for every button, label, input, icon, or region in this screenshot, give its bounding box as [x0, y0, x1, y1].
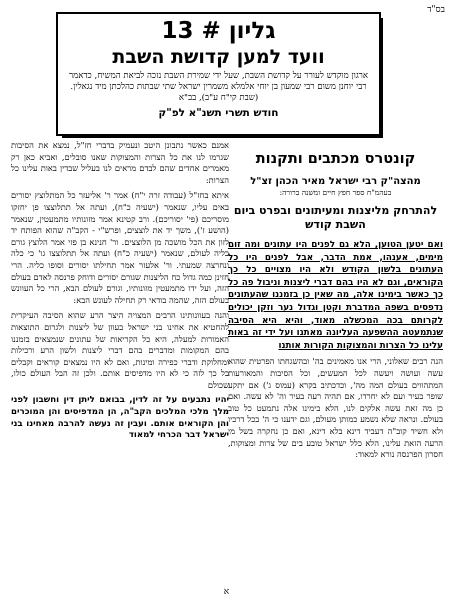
left-column: [11, 140, 229, 442]
bold-paragraph: יהיו נתבעים על זה לדין, בבואם ליתן דין וחשבון לפני מלך מלכי המלכים הקב"ה, הן המדפיסים והן המוכרים והן הקוראים אותם. ועבין זה נעשה להרבה מאחינו בני ישראל דבר הכרחי למאוד: [11, 395, 229, 441]
body-paragraph: איתא בחז"ל (עבודה זרה י"ח) אמר ר' אליעזר כל המתלוצץ יסורים באים עליו, שנאמר (ישעיה כ"ח), ועתה אל תתלוצצו פן יחזקו מוסריכם (פי' יסוריכם). ורב קטינא אמר מזונותיו מתמעטין, שנאמר (הושע ז'), משך יד את לוצצים, ופרש"י - הקב"ה שהוא הפותח יד לזון את הכל מושכה מן הלוצצים. ור' חנינא בן פזי אמר הלוצץ גורם כליה לעולם, שנאמר (ישעיה כ"ח) ועתה אל תתלוצצו גו' כי כלה ונחרצה שמעתי. ור' אלעזר אמר תחילתו יסורים וסופו כליה. הרי חזינן כמה גדול כח הליצנות שגורם יסורים ודוחק פרנסה לאדם בעולם הזה, ועל ידו מתמעטין מזונותיו, וגורם לעולם הבא, הרי כל העוונש בעולם הזה, שהמה בודאי רק תחילה לעונש הבא:: [11, 190, 229, 305]
mission-statement: ארגון מוקדש לעורר על קדושת השבת, שעל ידי שמירת השבת נזכה לביאת המשיח, כדאמר רבי יוחנן משום רבי שמעון בן יוחי אלמלא משמרין ישראל שתי שבתות כהלכתן מיד נגאלין. (שבת קי"ח ע"ב), בב"א: [68, 71, 369, 103]
section-heading: להתרחק מליצנות ומעיתונים ובפרט ביום השבת קודש: [233, 204, 438, 231]
right-column: [228, 150, 443, 461]
section-author: מהצה"ק רבי ישראל מאיר הכהן זצ"ל: [250, 176, 421, 187]
bold-paragraph: ואם יטען הטוען, הלא גם לפנים היו עתונים ומה זום מימים, אענהו, אמת הדבר, אבל לפנים היו כל העתונים בלשון הקודש ולא היו מצויים כל כך הקוראים, וגם לא היו בהם דברי ליצנות וניבול פה כל כך כאשר בימינו אלה, מה שאין כן בזמננו שהעתונים נדפסים בשפה המדברת וקטן וגדול נער וזקן יכולים לקרותם בכה המכשלה מאוד, והיא היא הסיבה שנתמעטה ההשפעה העליונה מאתנו ועל ידי זה באות עלינו כל הצרות והמצוקות הקורות אותנו: [228, 240, 443, 351]
page-number: א: [223, 587, 230, 597]
masthead-box: [56, 12, 381, 136]
body-paragraph: והנה בעוונותינו הרבים המצויה היצר הרע שהוא הסיבה העיקרית להחטיא את אחינו בני ישראל בעוון של ליצנות ולגרום התוצאות האמורות למעלה, היא כל הקריאות של עתונים שנמצאים בזמננו בהם המקומות ומדברים בהם דברי ליצנות ולשון הרע ורכילות ומחלוקת ודברי כפירה ומינות, ואם לא היו נמצאים קוראים וקבלים כל כך לזה כי לא היו מדפיסים אותם. ולכן זה הבל העולם כולו, שכולם: [11, 310, 229, 390]
issue-date: חודש תשרי תשנ"א לפ"ק: [158, 107, 279, 119]
corner-mark: בס"ד: [427, 5, 445, 15]
section-source: בעהמ"ח ספר חפץ חיים ומשנה ברורה:: [279, 188, 392, 197]
organization-name: וועד למען קדושת השבת: [112, 46, 325, 68]
body-paragraph: אמנם כאשר נתבונן היטב ונעמיק בדברי חז"ל, נמצא את הסיבות שגרמו לנו את כל הצרות והמצוקות שאנו סובלים, ואביא כאן רק מאמרים אחדים שהם לבדם מראים לנו בעליל שבדין באות עלינו כל הצרות:: [11, 140, 229, 185]
body-paragraph: הנה רבים שאלוני, הרי אנו מאמינים בה' ובהשגחתו הפרטית שהוא עשה ועושה ויעשה לכל המעשים, וכל הסיבות והמאורעות המתהווים בעולם המה מה', וכדכתיב בקרא (עמוס ג') אם יתקע שופר בעיר ועם לא יחרדו, אם תהיה רעה בעיר וה' לא עשה. ואם כן מה זאת עשה אלקים לנו, הלא בימינו אלה נתמעט כל טוב בעולם. ונראה שלא נשמע כמותן מעולם, וגם ידענו כי ה' בכל דרכיו ולא חשיד קוב"ה דעביד דינא בלא דינא, ואם כן נחקרה בשל מי הרעה הזאת עלינו, הלא כלל ישראל טובע בים של צרות ומצוקות, חסרון הפרנסה נורא למאוד:: [228, 356, 443, 460]
issue-title: גליון # 13: [161, 18, 276, 44]
section-title: קונטרס מכתבים ותקנות: [255, 151, 416, 167]
